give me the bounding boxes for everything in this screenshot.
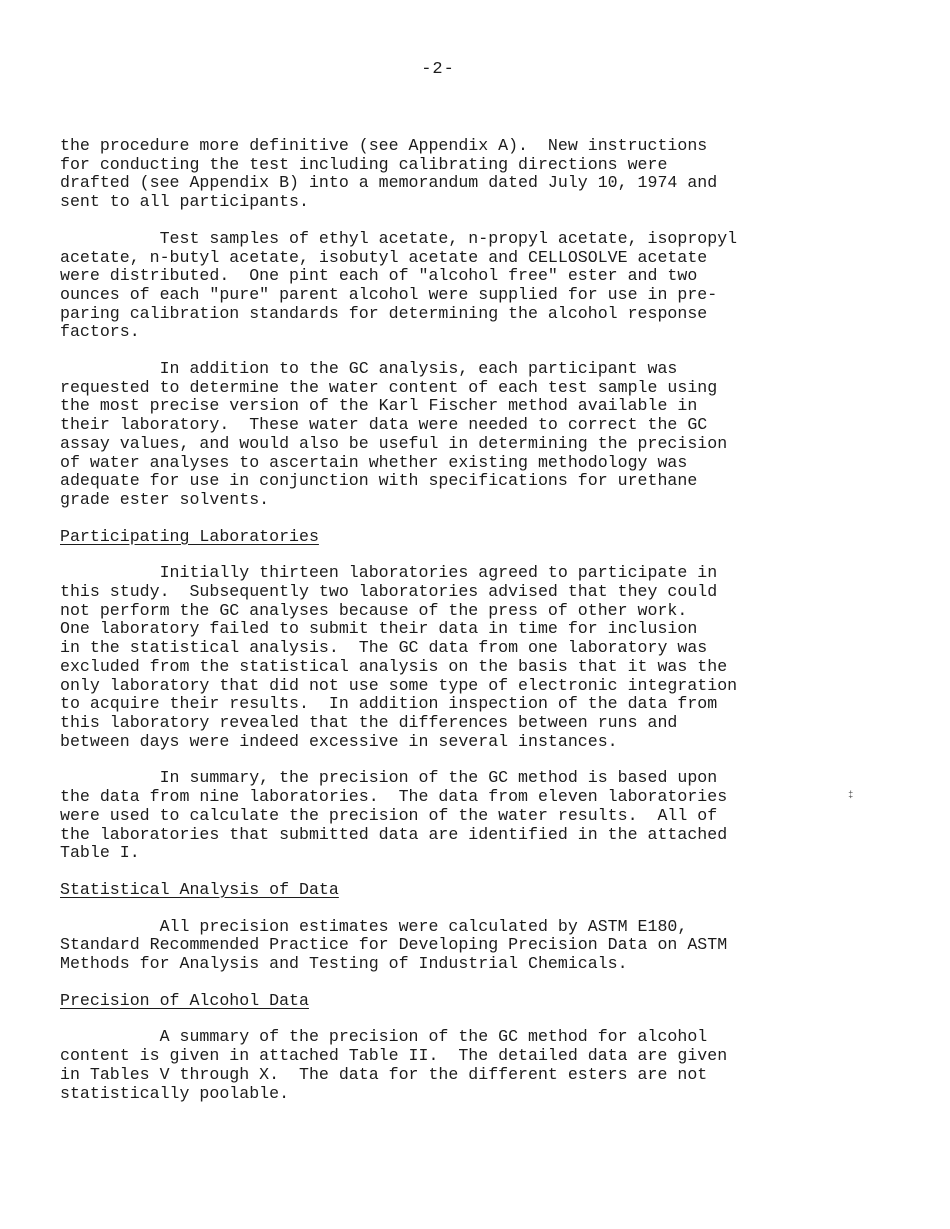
body-text	[60, 137, 850, 1121]
scan-speck-mark: ‡	[848, 790, 854, 800]
heading-participating-laboratories: Participating Laboratories	[60, 526, 319, 546]
heading-statistical-analysis: Statistical Analysis of Data	[60, 879, 339, 899]
paragraph-precision-estimates: All precision estimates were calculated by ASTM E180, Standard Recommended Practice for Developing Precision Data on ASTM Methods for Analysis and Testing of Industrial Chemicals.	[60, 916, 728, 974]
paragraph-laboratories: Initially thirteen laboratories agreed to participate in this study. Subsequently two laboratories advised that they could not perform the GC analyses because of the press of other work. One laboratory failed to submit their data in time for inclusion in the statistical analysis. The GC data from one laboratory was excluded from the statistical analysis on the basis that it was the only laboratory that did not use some type of electronic integration to acquire their results. In addition inspection of the data from this laboratory revealed that the differences between runs and between days were indeed excessive in several instances.	[60, 563, 738, 751]
paragraph-alcohol-precision: A summary of the precision of the GC method for alcohol content is given in attached Table II. The detailed data are given in Tables V through X. The data for the different esters are not statistically poolable.	[60, 1027, 728, 1103]
page-number: -2-	[421, 60, 455, 79]
heading-precision-alcohol: Precision of Alcohol Data	[60, 990, 309, 1010]
paragraph-procedure: the procedure more definitive (see Appendix A). New instructions for conducting the test including calibrating directions were drafted (see Appendix B) into a memorandum dated July 10, 1974 and sent to all participants.	[60, 136, 718, 212]
paragraph-summary: In summary, the precision of the GC method is based upon the data from nine laboratories. The data from eleven laboratories were used to calculate the precision of the water results. All of the laboratories that submitted data are identified in the attached Table I.	[60, 768, 728, 863]
paragraph-test-samples: Test samples of ethyl acetate, n-propyl acetate, isopropyl acetate, n-butyl acetate, isobutyl acetate and CELLOSOLVE acetate were distributed. One pint each of "alcohol free" ester and two ounces of each "pure" parent alcohol were supplied for use in pre- paring calibration standards for determining the alcohol response factors.	[60, 228, 738, 342]
paragraph-water-content: In addition to the GC analysis, each participant was requested to determine the water content of each test sample using the most precise version of the Karl Fischer method available in their laboratory. These water data were needed to correct the GC assay values, and would also be useful in determining the precision of water analyses to ascertain whether existing methodology was adequate for use in conjunction with specifications for urethane grade ester solvents.	[60, 359, 728, 509]
